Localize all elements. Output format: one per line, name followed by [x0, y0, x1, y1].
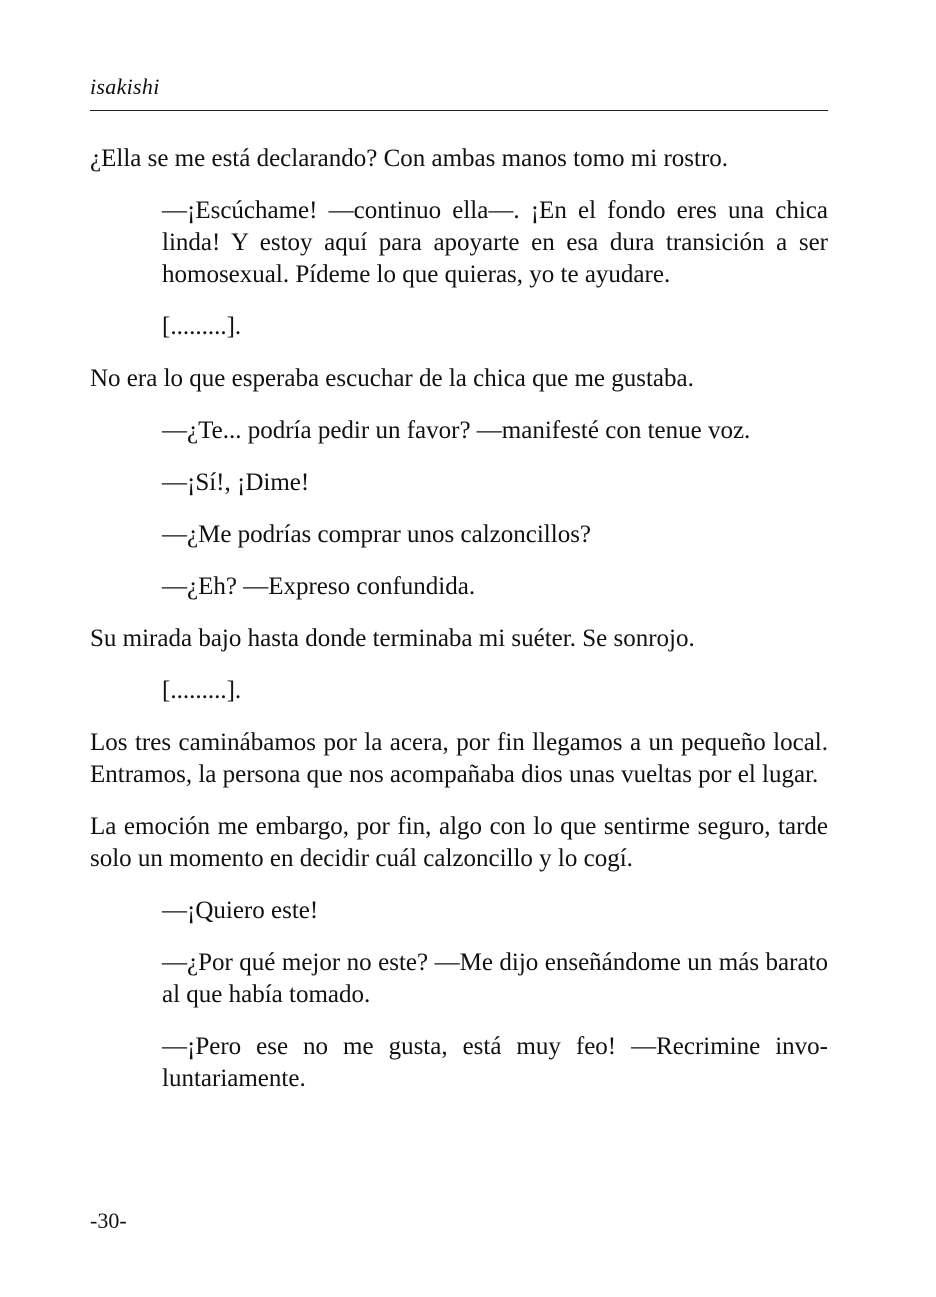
- paragraph: No era lo que esperaba escuchar de la chica que me gustaba.: [90, 365, 694, 392]
- ellipsis-paragraph: [.........].: [162, 677, 242, 704]
- dialog-paragraph: —¡Pero ese no me gusta, está muy feo! —Recrimine involuntariamente.: [162, 1033, 828, 1092]
- page-number: -30-: [90, 1208, 127, 1233]
- dialog-paragraph: —¡Sí!, ¡Dime!: [162, 469, 310, 496]
- dialog-paragraph: —¿Te... podría pedir un favor? —manifesté con tenue voz.: [162, 417, 751, 444]
- paragraph: La emoción me embargo, por fin, algo con lo que sentirme seguro, tarde solo un momento en decidir cuál calzoncillo y lo cogí.: [90, 813, 828, 872]
- paragraph: Los tres caminábamos por la acera, por fin llegamos a un pequeño local. Entramos, la persona que nos acompañaba dios unas vueltas por el lugar.: [90, 729, 828, 788]
- paragraph: ¿Ella se me está declarando? Con ambas manos tomo mi rostro.: [90, 145, 729, 172]
- dialog-paragraph: —¡Escúchame! —continuo ella—. ¡En el fondo eres una chica linda! Y estoy aquí para apoyarte en esa dura transición a ser homosexual. Pídeme lo que quieras, yo te ayudare.: [162, 197, 828, 288]
- dialog-paragraph: —¡Quiero este!: [162, 897, 319, 924]
- dialog-paragraph: —¿Me podrías comprar unos calzoncillos?: [162, 521, 592, 548]
- dialog-paragraph: —¿Eh? —Expreso confundida.: [162, 573, 476, 600]
- running-head: isakishi: [90, 74, 160, 99]
- header-rule: [90, 110, 828, 111]
- book-page: [90, 0, 828, 1297]
- body-text: [90, 143, 828, 1095]
- paragraph: Su mirada bajo hasta donde terminaba mi suéter. Se sonrojo.: [90, 625, 695, 652]
- ellipsis-paragraph: [.........].: [162, 313, 242, 340]
- dialog-paragraph: —¿Por qué mejor no este? —Me dijo enseñándome un más barato al que había tomado.: [162, 949, 828, 1008]
